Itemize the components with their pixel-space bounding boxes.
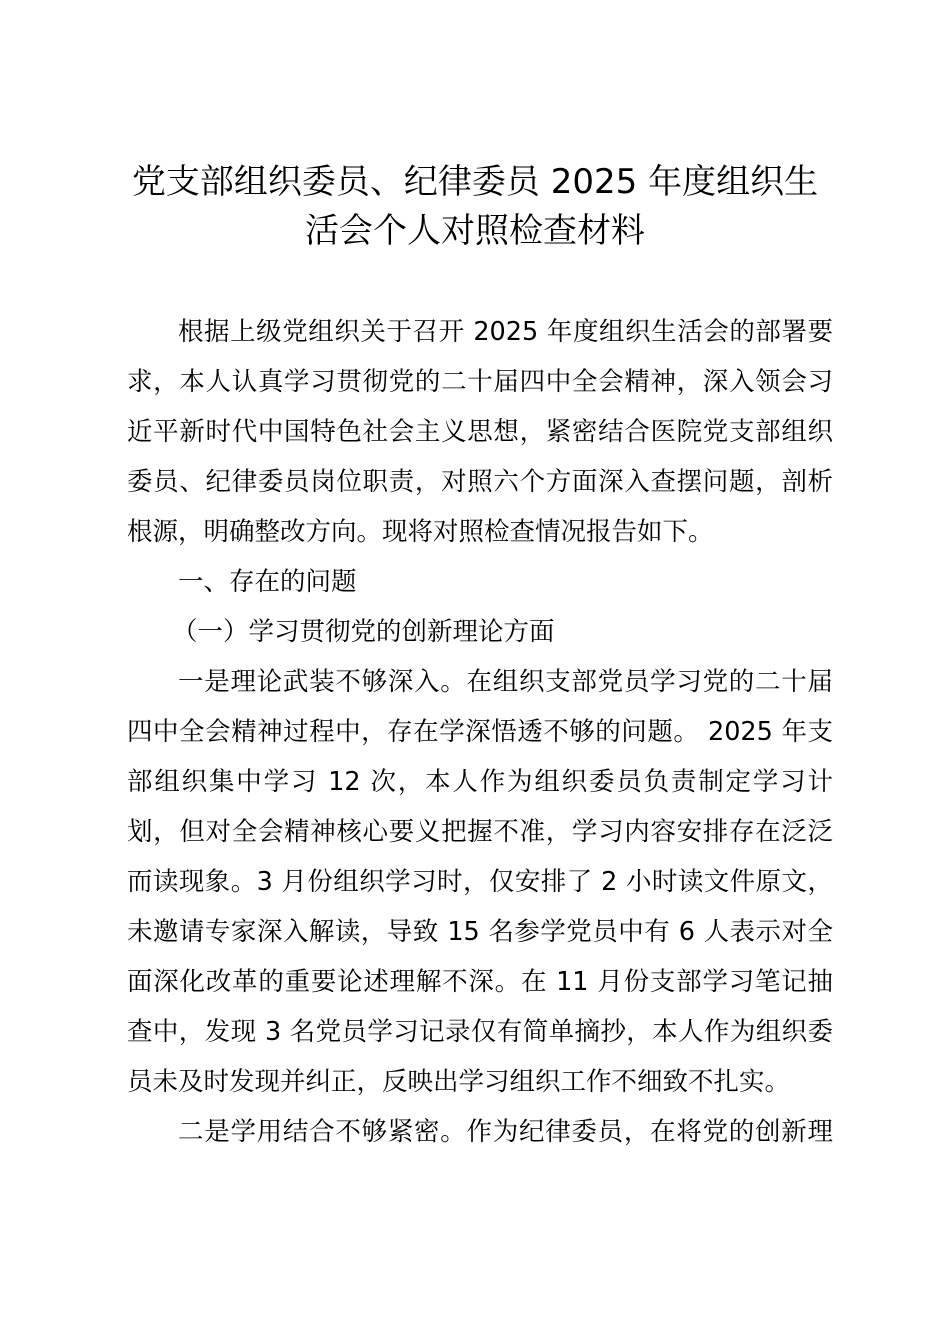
paragraph-line: 求，本人认真学习贯彻党的二十届四中全会精神，深入领会习: [127, 367, 833, 397]
paragraph-line: 员未及时发现并纠正，反映出学习组织工作不细致不扎实。: [127, 1067, 791, 1097]
paragraph-line: 而读现象。3 月份组织学习时，仅安排了 2 小时读文件原文，: [127, 867, 833, 897]
paragraph-line: 四中全会精神过程中，存在学深悟透不够的问题。 2025 年支: [127, 717, 833, 747]
paragraph-line: 一是理论武装不够深入。在组织支部党员学习党的二十届: [178, 667, 833, 697]
intro-paragraph: [127, 307, 833, 557]
paragraph-line: 部组织集中学习 12 次，本人作为组织委员负责制定学习计: [127, 767, 833, 797]
title-line-2: 活会个人对照检查材料: [305, 211, 645, 251]
point-two-paragraph: [127, 1107, 833, 1157]
subsection-heading: （一）学习贯彻党的创新理论方面: [172, 617, 555, 647]
paragraph-line: 委员、纪律委员岗位职责，对照六个方面深入查摆问题，剖析: [127, 467, 833, 497]
paragraph-line: 查中，发现 3 名党员学习记录仅有简单摘抄，本人作为组织委: [127, 1017, 833, 1047]
paragraph-line: 二是学用结合不够紧密。作为纪律委员，在将党的创新理: [178, 1117, 833, 1147]
document-title: [110, 158, 840, 256]
paragraph-line: 根源，明确整改方向。现将对照检查情况报告如下。: [127, 517, 714, 547]
point-one-paragraph: [127, 657, 833, 1107]
paragraph-line: 近平新时代中国特色社会主义思想，紧密结合医院党支部组织: [127, 417, 833, 447]
title-line-1: 党支部组织委员、纪律委员 2025 年度组织生: [131, 162, 819, 202]
section-heading: 一、存在的问题: [178, 567, 357, 597]
document-body: [127, 307, 833, 1157]
paragraph-line: 根据上级党组织关于召开 2025 年度组织生活会的部署要: [178, 317, 833, 347]
paragraph-line: 划，但对全会精神核心要义把握不准，学习内容安排存在泛泛: [127, 817, 833, 847]
paragraph-line: 面深化改革的重要论述理解不深。在 11 月份支部学习笔记抽: [127, 967, 833, 997]
paragraph-line: 未邀请专家深入解读，导致 15 名参学党员中有 6 人表示对全: [127, 917, 833, 947]
